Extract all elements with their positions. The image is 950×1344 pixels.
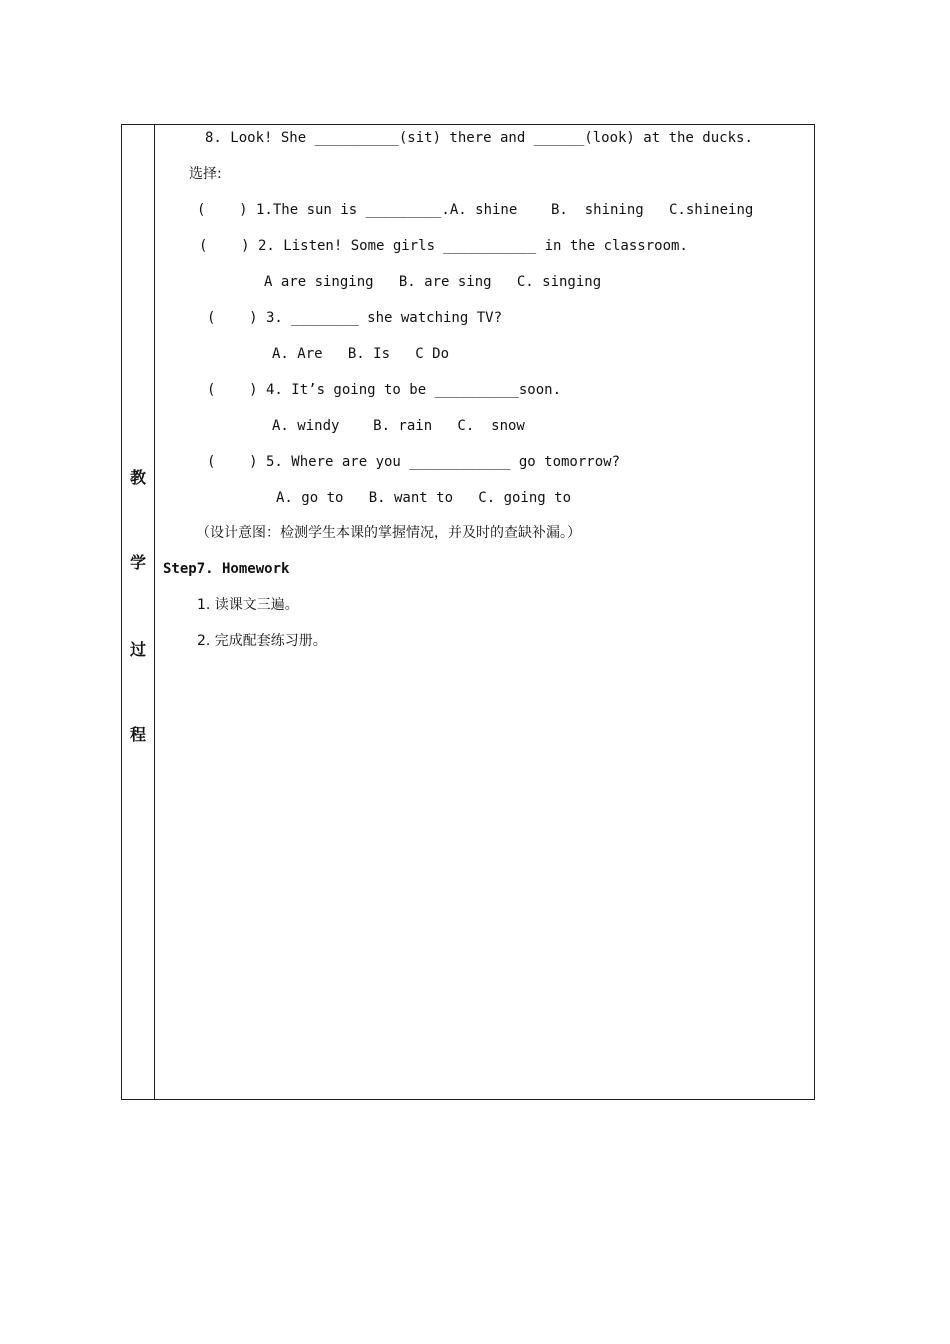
step7-title: Step7. Homework <box>163 561 290 577</box>
column-divider <box>154 124 155 1100</box>
mc-question-5: ( ) 5. Where are you ____________ go tomorrow? <box>207 454 621 470</box>
side-label-jiao: 教 <box>129 468 146 487</box>
mc-question-1: ( ) 1.The sun is _________.A. shine B. shining C.shineing <box>197 202 754 218</box>
side-label-guo: 过 <box>129 640 146 659</box>
mc-question-3: ( ) 3. ________ she watching TV? <box>207 310 503 326</box>
side-label-xue: 学 <box>129 553 146 572</box>
homework-item-2: 2. 完成配套练习册。 <box>197 633 327 649</box>
question-8: 8. Look! She __________(sit) there and ______(look) at the ducks. <box>205 130 753 146</box>
mc-options-2: A are singing B. are sing C. singing <box>264 274 602 290</box>
mc-question-4: ( ) 4. It’s going to be __________soon. <box>207 382 562 398</box>
mc-options-3: A. Are B. Is C Do <box>272 346 450 362</box>
mc-options-5: A. go to B. want to C. going to <box>276 490 572 506</box>
side-label-cheng: 程 <box>129 725 146 744</box>
mc-options-4: A. windy B. rain C. snow <box>272 418 525 434</box>
choose-heading: 选择: <box>189 166 222 182</box>
design-note: （设计意图：检测学生本课的掌握情况，并及时的查缺补漏。） <box>196 525 581 541</box>
homework-item-1: 1. 读课文三遍。 <box>197 597 299 613</box>
mc-question-2: ( ) 2. Listen! Some girls ___________ in the classroom. <box>199 238 688 254</box>
